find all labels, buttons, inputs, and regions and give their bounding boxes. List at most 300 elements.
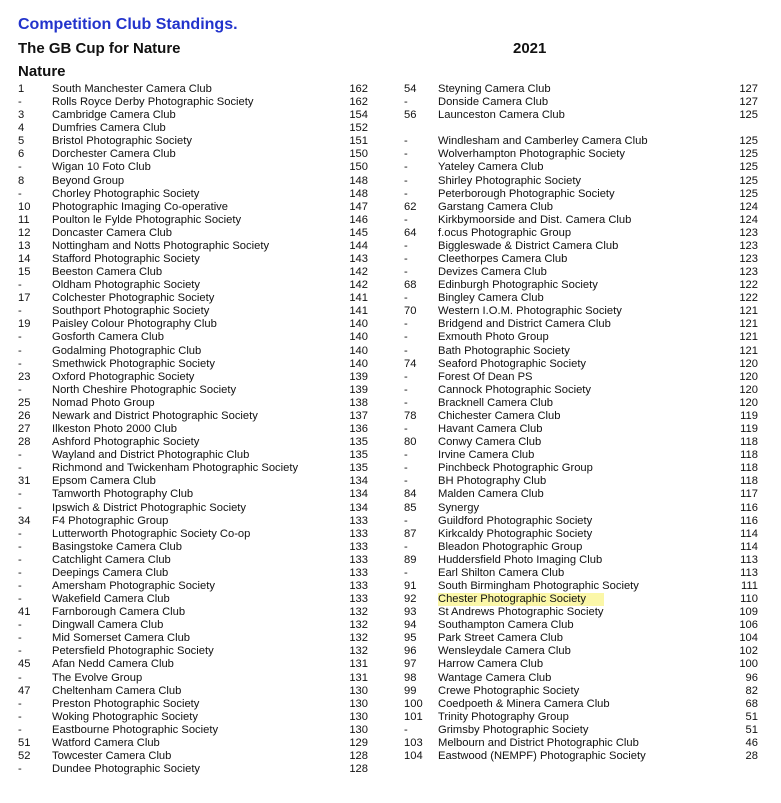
row-club: Havant Camera Club: [438, 423, 543, 436]
table-row: [400, 331, 760, 344]
table-row: [14, 266, 374, 279]
row-score: 134: [349, 475, 368, 488]
row-club: Shirley Photographic Society: [438, 174, 582, 187]
row-club: Paisley Colour Photography Club: [52, 318, 217, 331]
table-row: [400, 658, 760, 671]
row-rank: 94: [404, 619, 417, 632]
row-score: 123: [739, 266, 758, 279]
table-row: [14, 698, 374, 711]
table-row: [14, 148, 374, 161]
row-rank: 101: [404, 710, 423, 723]
row-score: 143: [349, 253, 368, 266]
table-row: [400, 541, 760, 554]
row-club: Seaford Photographic Society: [438, 357, 587, 370]
row-score: 118: [740, 449, 758, 462]
row-club: Biggleswade & District Camera Club: [438, 239, 619, 252]
row-score: 133: [349, 553, 368, 566]
row-score: 130: [349, 723, 368, 736]
row-score: 125: [739, 135, 758, 148]
table-row: [400, 305, 760, 318]
row-score: 133: [349, 540, 368, 553]
row-rank: -: [18, 632, 22, 645]
row-score: 133: [349, 514, 368, 527]
table-row: [400, 475, 760, 488]
page-title: Competition Club Standings.: [18, 16, 238, 33]
standings-column-left: [14, 83, 374, 776]
row-rank: 25: [18, 396, 31, 409]
row-rank: -: [18, 723, 22, 736]
table-row: [400, 515, 760, 528]
table-row: [400, 528, 760, 541]
table-row: [14, 188, 374, 201]
row-club: f.ocus Photographic Group: [438, 226, 572, 239]
row-rank: 80: [404, 436, 417, 449]
table-row: [400, 318, 760, 331]
row-club: Colchester Photographic Society: [52, 292, 215, 305]
row-rank: -: [18, 527, 22, 540]
row-score: 138: [349, 396, 368, 409]
row-club: Tamworth Photography Club: [52, 488, 194, 501]
row-score: 120: [739, 357, 758, 370]
row-score: 123: [739, 226, 758, 239]
table-row: [400, 502, 760, 515]
row-club: Nottingham and Notts Photographic Society: [52, 239, 270, 252]
row-score: 162: [349, 83, 368, 95]
row-score: 148: [349, 187, 368, 200]
row-club: Garstang Camera Club: [438, 200, 554, 213]
row-club: Wakefield Camera Club: [52, 593, 170, 606]
row-club: Cannock Photographic Society: [438, 383, 591, 396]
row-score: 116: [740, 501, 758, 514]
table-row: [400, 397, 760, 410]
table-row: [14, 580, 374, 593]
row-score: 135: [349, 436, 368, 449]
row-score: 147: [349, 200, 368, 213]
row-score: 114: [740, 540, 758, 553]
row-club: Kirkbymoorside and Dist. Camera Club: [438, 213, 632, 226]
row-club: Lutterworth Photographic Society Co-op: [52, 527, 251, 540]
table-row: [14, 201, 374, 214]
category-heading: Nature: [18, 63, 66, 80]
row-score: 110: [740, 593, 758, 606]
table-row: [14, 253, 374, 266]
table-row: [14, 632, 374, 645]
table-row: [400, 384, 760, 397]
table-row: [14, 305, 374, 318]
table-row: [400, 96, 760, 109]
row-rank: -: [18, 488, 22, 501]
row-rank: -: [18, 305, 22, 318]
row-rank: 54: [404, 83, 417, 95]
table-row: [400, 423, 760, 436]
row-club: Wensleydale Camera Club: [438, 645, 571, 658]
row-score: 121: [739, 305, 758, 318]
row-rank: -: [18, 462, 22, 475]
row-rank: -: [404, 96, 408, 109]
row-club: Richmond and Twickenham Photographic Society: [52, 462, 299, 475]
row-score: 136: [349, 423, 368, 436]
table-row: [400, 358, 760, 371]
table-row: [14, 685, 374, 698]
table-row: [14, 672, 374, 685]
row-rank: 98: [404, 671, 417, 684]
row-score: 119: [740, 423, 758, 436]
row-rank: 17: [18, 292, 31, 305]
row-club: St Andrews Photographic Society: [438, 606, 604, 619]
row-club: Smethwick Photographic Society: [52, 357, 215, 370]
table-row: [400, 188, 760, 201]
row-club: Stafford Photographic Society: [52, 253, 200, 266]
row-score: 129: [349, 736, 368, 749]
row-rank: -: [404, 396, 408, 409]
row-club: The Evolve Group: [52, 671, 143, 684]
table-row: [14, 384, 374, 397]
table-row: [400, 148, 760, 161]
row-rank: 41: [18, 606, 31, 619]
table-row: [400, 253, 760, 266]
row-score: 123: [739, 239, 758, 252]
row-rank: -: [18, 344, 22, 357]
row-club: Bridgend and District Camera Club: [438, 318, 611, 331]
row-club: Kirkcaldy Photographic Society: [438, 527, 593, 540]
row-rank: 31: [18, 475, 31, 488]
row-rank: -: [18, 187, 22, 200]
row-score: 141: [349, 305, 368, 318]
row-rank: -: [404, 187, 408, 200]
table-row: [400, 135, 760, 148]
row-club: Grimsby Photographic Society: [438, 723, 589, 736]
table-row: [14, 502, 374, 515]
row-rank: 97: [404, 658, 417, 671]
row-club: Bleadon Photographic Group: [438, 540, 583, 553]
row-score: 125: [739, 187, 758, 200]
row-rank: -: [18, 357, 22, 370]
row-club: Huddersfield Photo Imaging Club: [438, 553, 603, 566]
row-score: 28: [745, 749, 758, 762]
table-row: [400, 672, 760, 685]
table-row: [400, 240, 760, 253]
row-rank: -: [404, 423, 408, 436]
row-rank: 74: [404, 357, 417, 370]
table-row: [14, 541, 374, 554]
row-club: Western I.O.M. Photographic Society: [438, 305, 622, 318]
row-score: 142: [349, 266, 368, 279]
row-club: Mid Somerset Camera Club: [52, 632, 191, 645]
table-row: [400, 201, 760, 214]
row-rank: -: [18, 161, 22, 174]
table-row: [14, 475, 374, 488]
table-row: [14, 462, 374, 475]
row-club: Dumfries Camera Club: [52, 122, 166, 135]
table-row: [14, 292, 374, 305]
table-row: [14, 318, 374, 331]
row-score: 133: [349, 527, 368, 540]
row-score: 144: [349, 239, 368, 252]
table-row: [400, 292, 760, 305]
row-rank: 45: [18, 658, 31, 671]
table-row: [400, 227, 760, 240]
table-row: [400, 737, 760, 750]
row-club: Photographic Imaging Co-operative: [52, 200, 228, 213]
row-score: 109: [739, 606, 758, 619]
row-rank: 92: [404, 593, 417, 606]
row-score: 122: [739, 292, 758, 305]
row-rank: -: [18, 763, 22, 776]
row-club: Cleethorpes Camera Club: [438, 253, 568, 266]
row-rank: 27: [18, 423, 31, 436]
table-row: [14, 135, 374, 148]
row-rank: -: [18, 553, 22, 566]
row-club: Amersham Photographic Society: [52, 579, 215, 592]
row-score: 117: [740, 488, 758, 501]
table-row: [14, 606, 374, 619]
row-rank: 4: [18, 122, 25, 135]
table-row: [14, 161, 374, 174]
row-club: Ashford Photographic Society: [52, 436, 200, 449]
row-score: 132: [349, 619, 368, 632]
row-rank: -: [18, 710, 22, 723]
table-row: [400, 109, 760, 122]
row-club: Eastbourne Photographic Society: [52, 723, 219, 736]
row-score: 150: [349, 161, 368, 174]
table-row: [14, 397, 374, 410]
table-row: [14, 175, 374, 188]
year-label: 2021: [513, 40, 547, 57]
row-club: Epsom Camera Club: [52, 475, 156, 488]
row-rank: 99: [404, 684, 417, 697]
row-score: 154: [349, 109, 368, 122]
row-rank: -: [404, 566, 408, 579]
row-rank: -: [404, 318, 408, 331]
row-score: 130: [349, 684, 368, 697]
row-score: 140: [349, 344, 368, 357]
table-row: [14, 645, 374, 658]
row-rank: 6: [18, 148, 25, 161]
row-score: 100: [739, 658, 758, 671]
row-score: 125: [739, 161, 758, 174]
row-club: Harrow Camera Club: [438, 658, 544, 671]
row-club: Oldham Photographic Society: [52, 279, 201, 292]
row-club: Towcester Camera Club: [52, 749, 172, 762]
row-rank: 93: [404, 606, 417, 619]
table-row: [400, 462, 760, 475]
row-rank: 104: [404, 749, 423, 762]
row-rank: 91: [404, 579, 417, 592]
row-club: South Manchester Camera Club: [52, 83, 212, 95]
row-score: 122: [739, 279, 758, 292]
table-row: [14, 240, 374, 253]
row-club: Peterborough Photographic Society: [438, 187, 615, 200]
table-row: [14, 554, 374, 567]
row-club: Launceston Camera Club: [438, 109, 565, 122]
row-club: Chester Photographic Society: [438, 593, 604, 606]
row-club: Eastwood (NEMPF) Photographic Society: [438, 749, 646, 762]
row-club: Basingstoke Camera Club: [52, 540, 182, 553]
table-row: [14, 488, 374, 501]
row-score: 128: [349, 749, 368, 762]
row-score: 116: [740, 514, 758, 527]
table-row: [14, 567, 374, 580]
row-rank: 103: [404, 736, 423, 749]
row-club: Bath Photographic Society: [438, 344, 570, 357]
row-rank: -: [18, 449, 22, 462]
row-rank: 8: [18, 174, 25, 187]
table-row: [400, 371, 760, 384]
table-row: [400, 449, 760, 462]
row-score: 51: [745, 723, 758, 736]
row-score: 119: [740, 409, 758, 422]
row-rank: 47: [18, 684, 31, 697]
row-rank: -: [404, 514, 408, 527]
row-club: Southport Photographic Society: [52, 305, 210, 318]
row-club: Donside Camera Club: [438, 96, 549, 109]
row-score: 140: [349, 357, 368, 370]
table-row: [400, 488, 760, 501]
table-row: [400, 175, 760, 188]
row-rank: -: [18, 331, 22, 344]
row-score: 68: [745, 697, 758, 710]
row-club: North Cheshire Photographic Society: [52, 383, 237, 396]
row-club: Wantage Camera Club: [438, 671, 552, 684]
row-rank: -: [404, 213, 408, 226]
row-rank: -: [18, 593, 22, 606]
row-rank: -: [18, 383, 22, 396]
row-club: Godalming Photographic Club: [52, 344, 202, 357]
table-row: [14, 711, 374, 724]
row-club: Woking Photographic Society: [52, 710, 198, 723]
row-club: Edinburgh Photographic Society: [438, 279, 598, 292]
row-score: 121: [739, 344, 758, 357]
row-rank: 78: [404, 409, 417, 422]
table-row: [14, 279, 374, 292]
row-club: Steyning Camera Club: [438, 83, 551, 95]
row-club: Southampton Camera Club: [438, 619, 574, 632]
row-score: 145: [349, 226, 368, 239]
row-club: Cambridge Camera Club: [52, 109, 176, 122]
row-score: 114: [740, 527, 758, 540]
row-rank: -: [18, 619, 22, 632]
row-club: Dorchester Camera Club: [52, 148, 176, 161]
row-score: 96: [745, 671, 758, 684]
row-score: 128: [349, 763, 368, 776]
row-club: Conwy Camera Club: [438, 436, 542, 449]
row-club: Wayland and District Photographic Club: [52, 449, 250, 462]
row-score: 150: [349, 148, 368, 161]
row-rank: 85: [404, 501, 417, 514]
table-row: [14, 358, 374, 371]
table-row: [14, 619, 374, 632]
row-club: Cheltenham Camera Club: [52, 684, 182, 697]
row-club: Beeston Camera Club: [52, 266, 163, 279]
row-rank: -: [404, 174, 408, 187]
row-club: South Birmingham Photographic Society: [438, 579, 639, 592]
row-rank: -: [18, 96, 22, 109]
row-rank: -: [404, 383, 408, 396]
row-score: 133: [349, 566, 368, 579]
row-rank: -: [18, 645, 22, 658]
row-club: Newark and District Photographic Society: [52, 409, 258, 422]
table-row: [14, 410, 374, 423]
row-score: 131: [349, 658, 368, 671]
row-rank: -: [404, 540, 408, 553]
row-rank: -: [404, 253, 408, 266]
row-score: 130: [349, 710, 368, 723]
cup-title: The GB Cup for Nature: [18, 40, 181, 57]
row-score: 132: [349, 606, 368, 619]
row-score: 124: [739, 200, 758, 213]
row-score: 51: [745, 710, 758, 723]
row-score: 82: [745, 684, 758, 697]
row-score: 121: [739, 331, 758, 344]
row-score: 104: [739, 632, 758, 645]
row-rank: -: [18, 697, 22, 710]
row-club: Watford Camera Club: [52, 736, 160, 749]
row-club: Deepings Camera Club: [52, 566, 169, 579]
table-row: [400, 750, 760, 763]
row-rank: 52: [18, 749, 31, 762]
row-score: 162: [349, 96, 368, 109]
row-club: Petersfield Photographic Society: [52, 645, 214, 658]
row-club: Preston Photographic Society: [52, 697, 200, 710]
row-rank: 1: [18, 83, 25, 95]
row-rank: 100: [404, 697, 423, 710]
row-score: 118: [740, 436, 758, 449]
table-row: [400, 345, 760, 358]
row-club: Beyond Group: [52, 174, 125, 187]
row-score: 102: [739, 645, 758, 658]
table-row: [400, 606, 760, 619]
table-row: [400, 645, 760, 658]
row-rank: 15: [18, 266, 31, 279]
row-rank: 95: [404, 632, 417, 645]
row-rank: 34: [18, 514, 31, 527]
row-score: 132: [349, 645, 368, 658]
table-row: [14, 436, 374, 449]
row-score: 118: [740, 462, 758, 475]
row-score: 132: [349, 632, 368, 645]
row-rank: 68: [404, 279, 417, 292]
table-row: [14, 750, 374, 763]
table-row: [14, 528, 374, 541]
table-row: [400, 711, 760, 724]
table-row: [400, 122, 760, 135]
row-club: Doncaster Camera Club: [52, 226, 173, 239]
table-row: [400, 724, 760, 737]
row-rank: 14: [18, 253, 31, 266]
row-score: 121: [739, 318, 758, 331]
table-row-highlighted: [400, 593, 760, 606]
row-club: Chichester Camera Club: [438, 409, 561, 422]
row-rank: 87: [404, 527, 417, 540]
row-club: Chorley Photographic Society: [52, 187, 200, 200]
row-score: 123: [739, 253, 758, 266]
standings-column-right: [400, 83, 760, 763]
table-row: [14, 658, 374, 671]
row-club: Ipswich & District Photographic Society: [52, 501, 246, 514]
table-row: [400, 632, 760, 645]
row-rank: -: [404, 370, 408, 383]
row-rank: 3: [18, 109, 25, 122]
row-club: Irvine Camera Club: [438, 449, 535, 462]
row-club: Pinchbeck Photographic Group: [438, 462, 593, 475]
row-rank: 64: [404, 226, 417, 239]
row-club: Wigan 10 Foto Club: [52, 161, 151, 174]
row-rank: 26: [18, 409, 31, 422]
row-rank: 5: [18, 135, 25, 148]
table-row: [400, 698, 760, 711]
row-rank: -: [404, 723, 408, 736]
row-score: 135: [349, 462, 368, 475]
